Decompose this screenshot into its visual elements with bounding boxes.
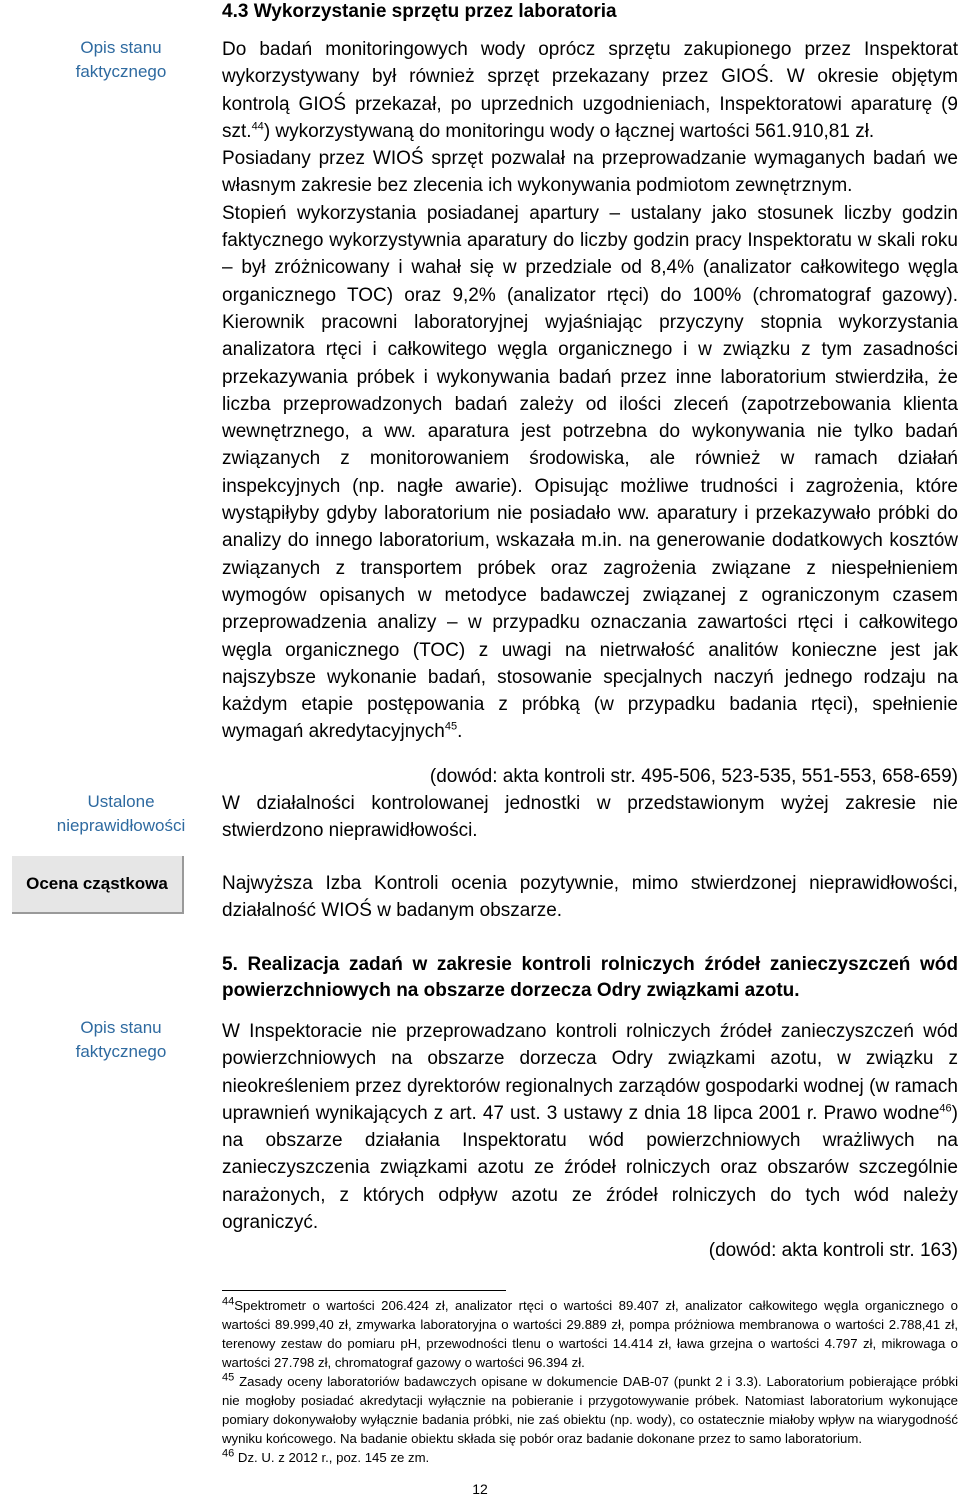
evidence-1-block	[222, 763, 958, 790]
paragraph-azot-text-end: ) na obszarze działania Inspektoratu wód powierzchniowych wrażliwych na zanieczyszczenia związkami azotu ze źródeł rolniczych oraz obszarów szczególnie narażonych, z których odpływ azotu ze źródeł rolniczych do tych wód należy ograniczyć.	[222, 1102, 958, 1234]
paragraph-utilization-text: Stopień wykorzystania posiadanej apartury – ustalany jako stosunek liczby godzin faktycznego wykorzystywnia aparatury do liczby godzin pracy Inspektoratu w skali roku – był zróżnicowany i wahał się w przedziale od 8,4% (analizator całkowitego węgla organicznego TOC) oraz 9,2% (analizator rtęci) do 100% (chromatograf gazowy). Kierownik pracowni laboratoryjnej wyjaśniając przyczyny stopnia wykorzystania analizatora rtęci i całkowitego węgla organicznego i w związku z tym zasadności przekazywania próbek i wykonywania badań przez inne laboratorium stwierdziła, że liczba przeprowadzonych badań zależy od ilości zleceń (zapotrzebowania klienta wewnętrznego, a ww. aparatura jest potrzebna do wykonywania nie tylko badań związanych z monitorowaniem środowiska, ale również w ramach działań inspekcyjnych (np. nagłe awarie). Opisując możliwe trudności i zagrożenia, które wystąpiłyby gdyby laboratorium nie posiadało ww. aparatury i przekazywało próbki do analizy do innego laboratorium, wskazała m.in. na generowanie dodatkowych kosztów związanych z transportem próbek oraz zagrożenia związane z niespełnieniem wymogów opisanych w metodyce badawczej związanej z ograniczonym czasem przeprowadzenia analizy – w przypadku oznaczania zawartości rtęci i całkowitego węgla organicznego (TOC) z uwagi na nietrwałość analitów konieczne jest jak najszybsze wykonanie badań, stosowanie specjalnych naczyń jednego rodzaju na każdym etapie postępowania z próbką (w przypadku badania rtęci), spełnienie wymagań akredytacyjnych	[222, 202, 958, 743]
footnote-number-44: 44	[222, 1295, 235, 1308]
evidence-reference-2: (dowód: akta kontroli str. 163)	[708, 1240, 958, 1261]
paragraph-equipment-text-end: ) wykorzystywaną do monitoringu wody o łącznej wartości 561.910,81 zł.	[263, 120, 875, 142]
footnotes	[222, 1296, 958, 1467]
evidence-2-block	[222, 1237, 958, 1264]
findings-block	[222, 790, 958, 845]
footnote-ref-46[interactable]: 46	[939, 1102, 952, 1115]
section-4-3-body	[222, 36, 958, 746]
paragraph-azot	[222, 1018, 958, 1236]
sidebar-label-irregularities: Ustalone nieprawidłowości	[56, 792, 186, 835]
paragraph-own-equipment: Posiadany przez WIOŚ sprzęt pozwalał na przeprowadzanie wymaganych badań we własnym zakresie bez zlecenia ich wykonywania podmiotom zewnętrznym.	[222, 148, 958, 197]
footnote-ref-44[interactable]: 44	[251, 120, 264, 133]
assessment-block	[222, 870, 958, 925]
evidence-reference-1: (dowód: akta kontroli str. 495-506, 523-535, 551-553, 658-659)	[429, 766, 958, 787]
section-4-3-title: 4.3 Wykorzystanie sprzętu przez laboratoria	[222, 1, 617, 22]
footnote-number-45: 45	[222, 1371, 235, 1384]
footnote-separator	[222, 1290, 506, 1291]
section-5-body	[222, 1018, 958, 1236]
footnote-text-44: Spektrometr o wartości 206.424 zł, analizator rtęci o wartości 89.407 zł, analizator całkowitego węgla organicznego o wartości 89.999,40 zł, zmywarka laboratoryjna o wartości 29.889 zł, pompa próżniowa membranowa o wartości 2.788,41 zł, terenowy zestaw do pomiaru pH, przewodności tlenu o wartości 14.414 zł, ława grzejna o wartości 4.797 zł, mikrowaga o wartości 27.798 zł, chromatograf gazowy o wartości 96.394 zł.	[222, 1298, 958, 1370]
assessment-text: Najwyższa Izba Kontroli ocenia pozytywnie, mimo stwierdzonej nieprawidłowości, działalność WIOŚ w badanym obszarze.	[222, 873, 958, 922]
footnote-45	[222, 1372, 958, 1448]
paragraph-equipment-text: Do badań monitoringowych wody oprócz sprzętu zakupionego przez Inspektorat wykorzystywany był również sprzęt przekazany przez GIOŚ. W okresie objętym kontrolą GIOŚ przekazał, po uprzednich uzgodnieniach, Inspektoratowi aparaturę (9 szt.	[222, 39, 958, 142]
footnote-number-46: 46	[222, 1447, 235, 1460]
footnote-text-46: Dz. U. z 2012 r., poz. 145 ze zm.	[237, 1450, 430, 1465]
paragraph-utilization	[222, 200, 958, 746]
section-4-3-heading-block	[222, 0, 958, 24]
footnote-text-45: Zasady oceny laboratoriów badawczych opisane w dokumencie DAB-07 (punkt 2 i 3.3). Laboratorium pobierające próbki nie mogłoby posiadać akredytacji wyłącznie na pobieranie i przygotowywanie próbek. Natomiast laboratorium wykonujące pomiary dokonywałoby wyłącznie badania próbki, nie zaś obiektu (np. wody), co ostatecznie miałoby wpływ na wiarygodność wyniku końcowego. Na badanie obiektu składa się pobór oraz badanie dokonane przez to samo laboratorium.	[222, 1374, 958, 1446]
partial-assessment-box	[12, 856, 184, 914]
footnote-46	[222, 1448, 958, 1467]
sidebar-label-facts-2: Opis stanu faktycznego	[75, 1018, 167, 1061]
partial-assessment-label: Ocena cząstkowa	[26, 874, 168, 893]
paragraph-equipment	[222, 36, 958, 145]
sidebar-label-facts: Opis stanu faktycznego	[75, 38, 167, 81]
paragraph-azot-text: W Inspektoracie nie przeprowadzano kontroli rolniczych źródeł zanieczyszczeń wód powierzchniowych na obszarze dorzecza Odry związkami azotu, w związku z nieokreśleniem przez dyrektorów regionalnych zarządów gospodarki wodnej (w ramach uprawnień wynikających z art. 47 ust. 3 ustawy z dnia 18 lipca 2001 r. Prawo wodne	[222, 1021, 958, 1124]
footnote-ref-45[interactable]: 45	[444, 721, 458, 734]
footnote-44	[222, 1296, 958, 1372]
page-number: 12	[472, 1481, 488, 1497]
section-5-title: 5. Realizacja zadań w zakresie kontroli rolniczych źródeł zanieczyszczeń wód powierzchniowych na obszarze dorzecza Odry związkami azotu.	[222, 954, 958, 1001]
section-5-heading-block	[222, 952, 958, 1004]
paragraph-utilization-end: .	[457, 721, 463, 743]
findings-text: W działalności kontrolowanej jednostki w przedstawionym wyżej zakresie nie stwierdzono nieprawidłowości.	[222, 793, 958, 842]
